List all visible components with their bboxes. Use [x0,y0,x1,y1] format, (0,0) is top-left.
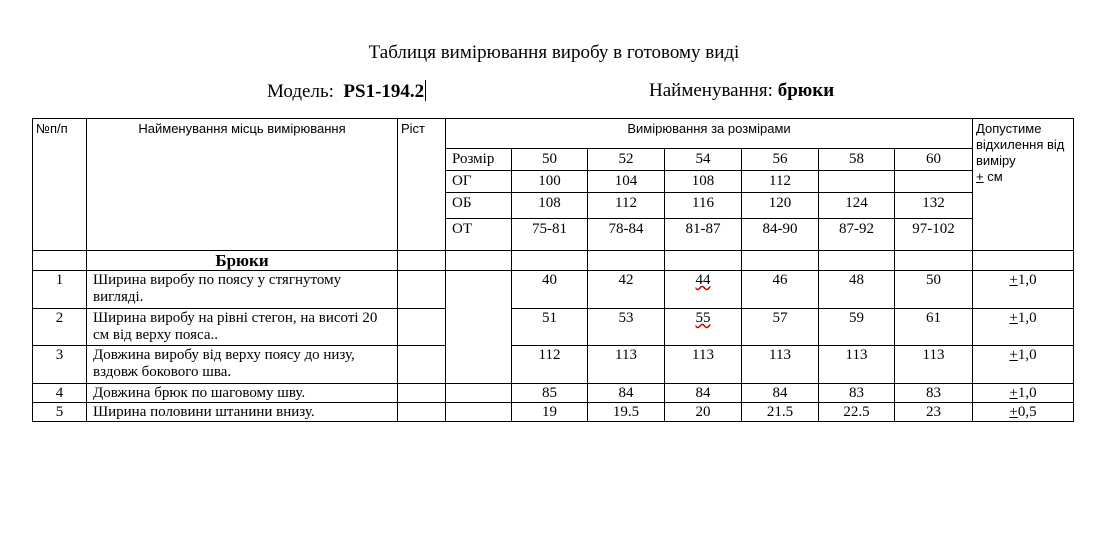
row-height-cell [398,309,446,346]
row-tolerance [973,403,1074,422]
section-empty-cell [819,251,895,271]
table-row [33,403,1074,422]
row-value: 48 [819,271,895,309]
row-value: 19.5 [588,403,665,422]
row-tolerance [973,271,1074,309]
tolerance-sign: + [1009,310,1018,326]
section-empty-cell [665,251,742,271]
tolerance-value: 1,0 [1017,272,1037,288]
row-value: 113 [895,346,973,384]
row-value: 23 [895,403,973,422]
row-value: 21.5 [742,403,819,422]
ob-value: 132 [895,193,973,219]
ot-label: ОТ [446,219,512,251]
row-description: Довжина брюк по шаговому шву. [87,384,398,403]
row-value: 113 [742,346,819,384]
model-label: Модель: [267,81,334,102]
section-empty-cell [446,251,512,271]
tolerance-sign: + [1009,347,1018,363]
ob-value: 108 [512,193,588,219]
row-height-cell [398,384,446,403]
header-height: Ріст [398,119,446,251]
header-tolerance [973,119,1074,251]
og-label: ОГ [446,171,512,193]
ob-value: 112 [588,193,665,219]
section-row [33,251,1074,271]
ob-value: 120 [742,193,819,219]
product-label: Найменування: [649,80,773,101]
table-row [33,309,1074,346]
row-value: 85 [512,384,588,403]
section-empty-cell [895,251,973,271]
row-value: 46 [742,271,819,309]
row-number: 4 [33,384,87,403]
header-tolerance-text: Допустиме відхилення від виміру [976,121,1065,168]
og-value: 112 [742,171,819,193]
row-value: 84 [742,384,819,403]
row-value: 22.5 [819,403,895,422]
spellcheck-mark: 44 [695,272,711,288]
row-description: Ширина виробу на рівні стегон, на висоті 20 см від верху пояса.. [87,309,398,346]
size-value: 60 [895,149,973,171]
header-measure-name: Найменування місць вимірювання [87,119,398,251]
row-value: 113 [588,346,665,384]
size-label: Розмір [446,149,512,171]
ob-label: ОБ [446,193,512,219]
row-value: 84 [665,384,742,403]
og-value [895,171,973,193]
row-number: 2 [33,309,87,346]
row-value: 42 [588,271,665,309]
header-by-size: Вимірювання за розмірами [446,119,973,149]
row-value: 61 [895,309,973,346]
header-tolerance-unit: см [983,169,1003,184]
tolerance-value: 1,0 [1017,385,1037,401]
table-row [33,271,1074,309]
row-number: 5 [33,403,87,422]
spellcheck-mark: 55 [695,310,711,326]
row-tolerance [973,309,1074,346]
ot-value: 87-92 [819,219,895,251]
ob-value: 124 [819,193,895,219]
row-description: Ширина виробу по поясу у стягнутому вигляді. [87,271,398,309]
header-tolerance-pm: + [976,169,984,184]
table-row [33,384,1074,403]
og-value: 104 [588,171,665,193]
row-value: 57 [742,309,819,346]
row-number: 3 [33,346,87,384]
row-tolerance [973,346,1074,384]
table-row [33,346,1074,384]
row-value: 53 [588,309,665,346]
size-value: 50 [512,149,588,171]
tolerance-sign: + [1009,404,1018,420]
section-empty-cell [512,251,588,271]
row-value [665,271,742,309]
text-cursor [425,80,426,101]
document-title: Таблиця вимірювання виробу в готовому виді [368,42,740,63]
og-value: 100 [512,171,588,193]
row-value: 59 [819,309,895,346]
og-value [819,171,895,193]
row-value: 40 [512,271,588,309]
og-value: 108 [665,171,742,193]
row-value: 50 [895,271,973,309]
row-value: 20 [665,403,742,422]
row-empty-cell [446,384,512,403]
header-num: №п/п [33,119,87,251]
row-value: 83 [819,384,895,403]
size-value: 54 [665,149,742,171]
model-line [267,80,426,103]
row-value: 51 [512,309,588,346]
product-value: брюки [777,80,835,101]
section-empty-cell [588,251,665,271]
ot-value: 78-84 [588,219,665,251]
row-value [665,309,742,346]
size-value: 52 [588,149,665,171]
row-value: 83 [895,384,973,403]
row-tolerance [973,384,1074,403]
row-height-cell [398,346,446,384]
section-empty-cell [742,251,819,271]
row-value: 113 [819,346,895,384]
tolerance-value: 1,0 [1017,347,1037,363]
tolerance-sign: + [1009,385,1018,401]
row-value: 112 [512,346,588,384]
row-description: Ширина половини штанини внизу. [87,403,398,422]
row-height-cell [398,271,446,309]
ob-value: 116 [665,193,742,219]
tolerance-value: 1,0 [1017,310,1037,326]
tolerance-value: 0,5 [1017,404,1037,420]
section-title: Брюки [87,251,398,271]
model-value[interactable]: PS1-194.2 [343,81,425,102]
row-description: Довжина виробу від верху поясу до низу, вздовж бокового шва. [87,346,398,384]
size-value: 56 [742,149,819,171]
ot-value: 84-90 [742,219,819,251]
row-value: 113 [665,346,742,384]
row-value: 84 [588,384,665,403]
ot-value: 81-87 [665,219,742,251]
ot-value: 97-102 [895,219,973,251]
product-name-line [649,80,834,102]
section-empty-cell [973,251,1074,271]
ot-value: 75-81 [512,219,588,251]
row-empty-cell [446,403,512,422]
tolerance-sign: + [1009,272,1018,288]
row-height-cell [398,403,446,422]
size-value: 58 [819,149,895,171]
section-empty-cell [398,251,446,271]
row-value: 19 [512,403,588,422]
row-number: 1 [33,271,87,309]
measurement-table [32,118,1074,422]
merged-empty-cell [446,271,512,384]
section-empty-cell [33,251,87,271]
